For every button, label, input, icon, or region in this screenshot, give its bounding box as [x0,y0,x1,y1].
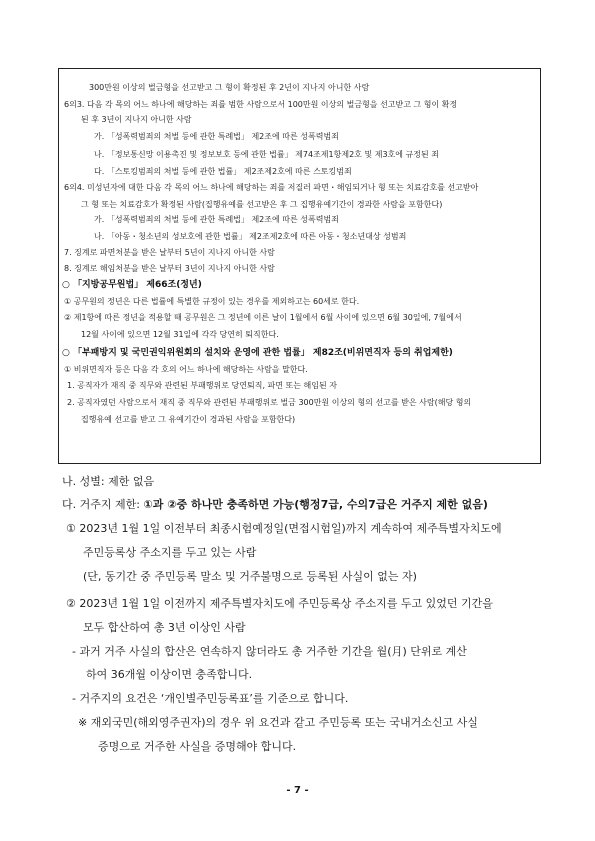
detail-line: - 거주지의 요건은 ‘개인별주민등록표’를 기준으로 합니다. [72,692,349,705]
box-heading-anticorruption-act: ○ 「부패방지 및 국민권익위원회의 설치와 운영에 관한 법률」 제82조(비위면직자 등의 취업제한) [62,348,453,358]
box-heading-local-officials-act: ○ 「지방공무원법」 제66조(정년) [62,280,202,290]
residence-prefix: 다. 거주지 제한: [62,498,144,511]
box-line: 8. 징계로 해임처분을 받은 날부터 3년이 지나지 아니한 사람 [64,264,275,273]
box-line: ① 공무원의 정년은 다른 법률에 특별한 규정이 있는 경우를 제외하고는 60세로 한다. [64,297,360,306]
box-line: 2. 공직자였던 사람으로서 재직 중 직무와 관련된 부패행위로 벌금 300만원 이상의 형의 선고를 받은 사람(해당 형의 [67,398,472,407]
residence-condition: ①과 ②중 하나만 충족하면 가능(행정7급, 수의7급은 거주지 제한 없음) [143,498,488,511]
box-line: 6의3. 다음 각 목의 어느 하나에 해당하는 죄를 범한 사람으로서 100만원 이상의 벌금형을 선고받고 그 형이 확정 [64,100,458,109]
detail-line: - 과거 거주 사실의 합산은 연속하지 않더라도 총 거주한 기간을 월(月) 단위로 계산 [72,645,467,658]
residence-requirement-heading [62,498,488,512]
box-line: 6의4. 미성년자에 대한 다음 각 목의 어느 하나에 해당하는 죄를 저질러 파면・해임되거나 형 또는 치료감호를 선고받아 [64,183,479,192]
box-line: 7. 징계로 파면처분을 받은 날부터 5년이 지나지 아니한 사람 [64,248,275,257]
box-line: 된 후 3년이 지나지 아니한 사람 [81,115,192,124]
condition-1-line: ① 2023년 1월 1일 이전부터 최종시험예정일(면접시험일)까지 계속하여 제주특별자치도에 [66,522,502,535]
box-line: 그 형 또는 치료감호가 확정된 사람(집행유예를 선고받은 후 그 집행유예기간이 경과한 사람을 포함한다) [81,200,443,209]
condition-2-line: ② 2023년 1월 1일 이전까지 제주특별자치도에 주민등록상 주소지를 두고 있었던 기간을 [66,597,493,610]
condition-1-line: (단, 동기간 중 주민등록 말소 및 거주불명으로 등록된 사실이 없는 자) [83,570,417,583]
law-excerpt-box [58,68,541,464]
box-line: 다. 「스토킹범죄의 처벌 등에 관한 법률」 제2조제2호에 따른 스토킹범죄 [94,167,352,176]
page-number: - 7 - [286,785,309,796]
box-line: 집행유예 선고를 받고 그 유예기간이 경과된 사람을 포함한다) [81,415,296,424]
detail-line: 하여 36개월 이상이면 충족합니다. [86,668,253,681]
box-line: 나. 「아동・청소년의 성보호에 관한 법률」 제2조제2호에 따른 아동・청소년대상 성범죄 [94,232,407,241]
box-line: 1. 공직자가 재직 중 직무와 관련된 부패행위로 당연퇴직, 파면 또는 해임된 자 [67,381,337,390]
condition-1-line: 주민등록상 주소지를 두고 있는 사람 [83,546,257,559]
box-line: 300만원 이상의 벌금형을 선고받고 그 형이 확정된 후 2년이 지나지 아니한 사람 [89,83,370,92]
box-line: ② 제1항에 따른 정년을 적용할 때 공무원은 그 정년에 이른 날이 1월에서 6월 사이에 있으면 6월 30일에, 7월에서 [64,313,462,322]
box-line: 12월 사이에 있으면 12월 31일에 각각 당연히 퇴직한다. [81,330,279,339]
box-line: 가. 「성폭력범죄의 처벌 등에 관한 특례법」 제2조에 따른 성폭력범죄 [94,215,339,224]
gender-requirement: 나. 성별: 제한 없음 [62,475,155,488]
note-line: 증명으로 거주한 사실을 증명해야 합니다. [98,740,297,753]
box-line: 나. 「정보통신망 이용촉진 및 정보보호 등에 관한 법률」 제74조제1항제2호 및 제3호에 규정된 죄 [94,150,439,159]
note-line: ※ 재외국민(해외영주권자)의 경우 위 요건과 같고 주민등록 또는 국내거소신고 사실 [78,716,478,729]
box-line: 가. 「성폭력범죄의 처벌 등에 관한 특례법」 제2조에 따른 성폭력범죄 [94,132,339,141]
box-line: ① 비위면직자 등은 다음 각 호의 어느 하나에 해당하는 사람을 말한다. [64,365,308,374]
condition-2-line: 모두 합산하여 총 3년 이상인 사람 [83,621,246,634]
